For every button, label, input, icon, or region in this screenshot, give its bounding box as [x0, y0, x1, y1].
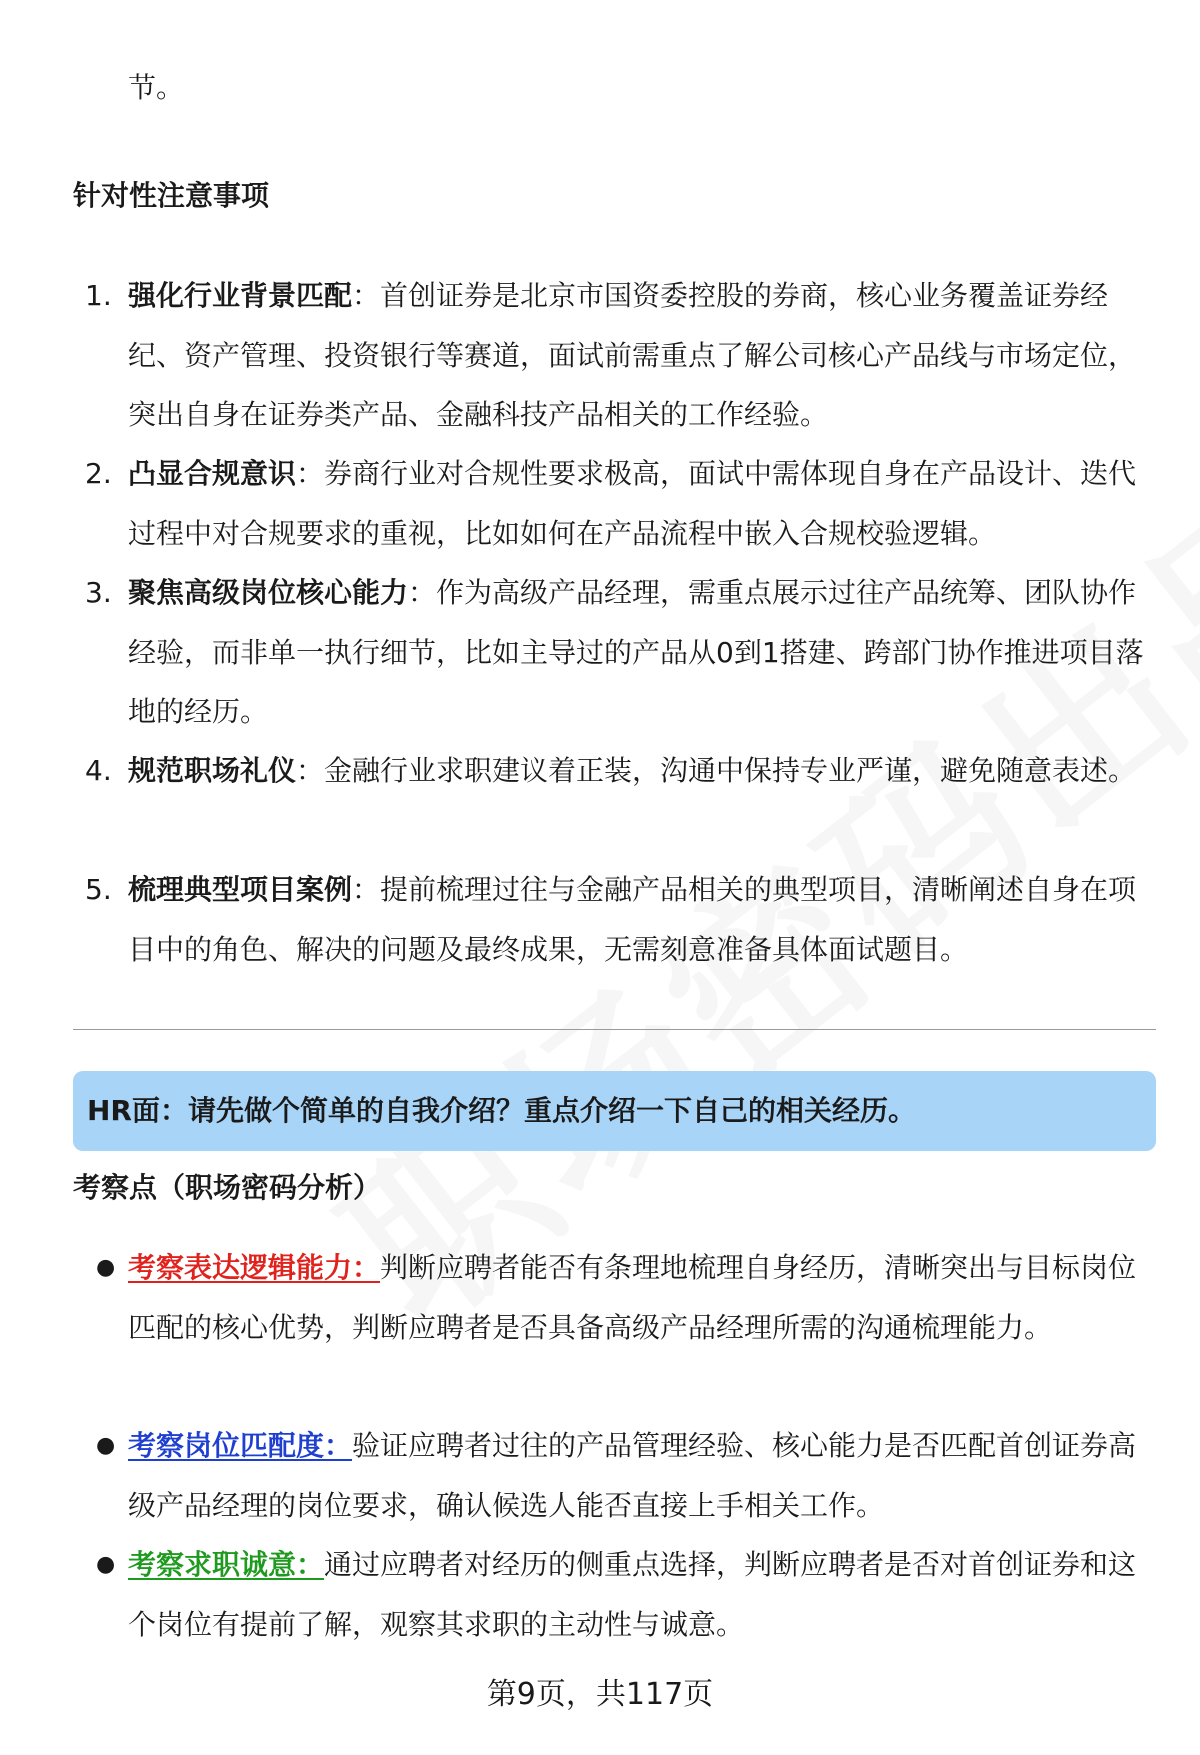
note-item-3	[85, 563, 1145, 742]
analysis-heading: 考察点（职场密码分析）	[73, 1171, 382, 1204]
bullet-icon: ●	[96, 1433, 116, 1458]
note-number: 5.	[85, 873, 112, 906]
analysis-lead: 考察表达逻辑能力：	[128, 1251, 381, 1284]
note-text: ：首创证券是北京市国资委控股的券商，核心业务覆盖证券经纪、资产管理、投资银行等赛道，面试前需重点了解公司核心产品线与市场定位，突出自身在证券类产品、金融科技产品相关的工作经验。	[128, 279, 1137, 431]
note-item-5	[85, 860, 1145, 979]
notes-heading: 针对性注意事项	[73, 179, 270, 212]
note-text: ：券商行业对合规性要求极高，面试中需体现自身在产品设计、迭代过程中对合规要求的重视，比如如何在产品流程中嵌入合规校验逻辑。	[128, 457, 1137, 550]
section-divider	[73, 1029, 1156, 1030]
note-lead: 梳理典型项目案例	[128, 873, 353, 906]
note-number: 3.	[85, 576, 112, 609]
bullet-icon: ●	[96, 1255, 116, 1280]
analysis-lead: 考察岗位匹配度：	[128, 1429, 353, 1462]
note-lead: 规范职场礼仪	[128, 754, 297, 787]
analysis-item-1	[85, 1238, 1145, 1357]
note-text: ：作为高级产品经理，需重点展示过往产品统筹、团队协作经验，而非单一执行细节，比如主导过的产品从0到1搭建、跨部门协作推进项目落地的经历。	[128, 576, 1144, 728]
note-item-4	[85, 741, 1145, 801]
note-lead: 强化行业背景匹配	[128, 279, 353, 312]
question-box	[73, 1071, 1156, 1151]
note-number: 2.	[85, 457, 112, 490]
note-lead: 聚焦高级岗位核心能力	[128, 576, 409, 609]
analysis-item-2	[85, 1416, 1145, 1535]
bullet-icon: ●	[96, 1552, 116, 1577]
note-text: ：提前梳理过往与金融产品相关的典型项目，清晰阐述自身在项目中的角色、解决的问题及最终成果，无需刻意准备具体面试题目。	[128, 873, 1137, 966]
note-item-1	[85, 266, 1145, 445]
analysis-text: 判断应聘者能否有条理地梳理自身经历，清晰突出与目标岗位匹配的核心优势，判断应聘者是否具备高级产品经理所需的沟通梳理能力。	[128, 1251, 1137, 1344]
note-number: 4.	[85, 754, 112, 787]
question-text: HR面：请先做个简单的自我介绍？重点介绍一下自己的相关经历。	[87, 1094, 916, 1127]
note-item-2	[85, 444, 1145, 563]
note-lead: 凸显合规意识	[128, 457, 297, 490]
continuation-text: 节。	[128, 71, 185, 104]
analysis-text: 验证应聘者过往的产品管理经验、核心能力是否匹配首创证券高级产品经理的岗位要求，确认候选人能否直接上手相关工作。	[128, 1429, 1137, 1522]
analysis-item-3	[85, 1535, 1145, 1654]
analysis-lead: 考察求职诚意：	[128, 1548, 325, 1581]
note-text: ：金融行业求职建议着正装，沟通中保持专业严谨，避免随意表述。	[296, 754, 1137, 787]
analysis-text: 通过应聘者对经历的侧重点选择，判断应聘者是否对首创证券和这个岗位有提前了解，观察其求职的主动性与诚意。	[128, 1548, 1137, 1641]
page-number: 第9页，共117页	[486, 1677, 714, 1712]
note-number: 1.	[85, 279, 112, 312]
